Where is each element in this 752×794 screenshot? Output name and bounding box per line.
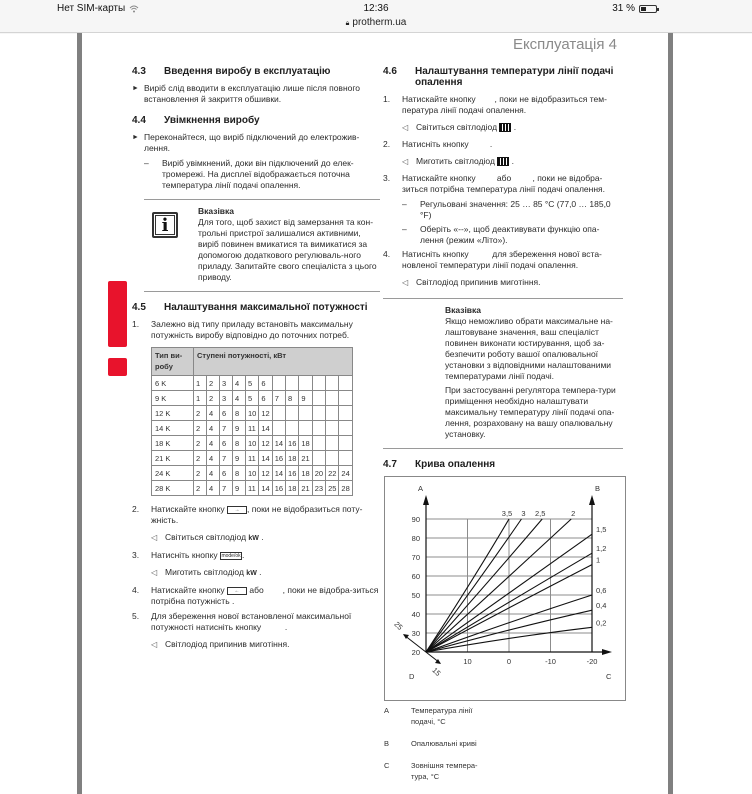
note-text-2: При застосуванні регулятора темпера-тури приміщення необхідно налаштувати максимальну температуру лінії подачі опа-лення, розраховану на вашу опалювальну установку. bbox=[445, 385, 616, 439]
exclamation-icon bbox=[108, 281, 127, 378]
cell-value bbox=[326, 406, 339, 421]
svg-text:70: 70 bbox=[411, 553, 420, 562]
cell-value bbox=[272, 406, 285, 421]
cell-value: 23 bbox=[312, 481, 325, 496]
cell-value: 7 bbox=[272, 391, 285, 406]
cell-value: 8 bbox=[233, 406, 246, 421]
cell-type: 21 K bbox=[152, 451, 194, 466]
step-4: 4. Натисніть кнопку для збереження нової вста-новленої температури лінії подачі опалення. bbox=[383, 249, 602, 270]
svg-text:10: 10 bbox=[463, 657, 472, 666]
cell-type: 28 K bbox=[152, 481, 194, 496]
cell-value: 1 bbox=[194, 391, 207, 406]
cell-type: 6 K bbox=[152, 376, 194, 391]
cell-value: 6 bbox=[259, 376, 272, 391]
cell-value: 14 bbox=[259, 451, 272, 466]
cell-value: 11 bbox=[246, 481, 259, 496]
section-4-3-bullet: ► Виріб слід вводити в експлуатацію лише після повного встановлення й закриття обшивки. bbox=[132, 83, 361, 104]
svg-text:0,4: 0,4 bbox=[596, 601, 607, 611]
cell-value bbox=[299, 421, 312, 436]
svg-text:20: 20 bbox=[411, 648, 420, 657]
step-4: 4. Натискайте кнопку ← або , поки не відобра-зиться потрібна потужність . bbox=[132, 585, 379, 606]
svg-text:B: B bbox=[595, 484, 601, 493]
result-triangle-icon: ◁ bbox=[151, 533, 158, 542]
cell-value bbox=[312, 406, 325, 421]
cell-value: 2 bbox=[207, 391, 220, 406]
cell-value: 2 bbox=[207, 376, 220, 391]
section-4-3-heading: 4.3 Введення виробу в експлуатацію bbox=[132, 66, 331, 77]
cell-value: 21 bbox=[299, 481, 312, 496]
svg-text:0,6: 0,6 bbox=[596, 586, 607, 595]
heating-curve-line bbox=[426, 519, 542, 652]
table-row bbox=[152, 391, 353, 406]
cell-value: 24 bbox=[339, 466, 352, 481]
cell-value: 1 bbox=[194, 376, 207, 391]
lock-icon: 🔒︎ bbox=[345, 20, 350, 27]
heating-curve-line bbox=[426, 519, 571, 652]
cell-type: 14 K bbox=[152, 421, 194, 436]
power-levels-table bbox=[151, 347, 353, 496]
svg-text:15: 15 bbox=[430, 665, 443, 678]
cell-value: 12 bbox=[259, 406, 272, 421]
cell-value bbox=[312, 451, 325, 466]
table-row bbox=[152, 436, 353, 451]
step-1-result: ◁ Світиться світлодіод . bbox=[402, 122, 517, 132]
cell-value: 18 bbox=[286, 451, 299, 466]
cell-value bbox=[312, 436, 325, 451]
mode-ok-button-icon: mode/ok bbox=[221, 552, 241, 559]
cell-value bbox=[339, 376, 352, 391]
svg-text:40: 40 bbox=[411, 610, 420, 619]
svg-text:90: 90 bbox=[411, 515, 420, 524]
cell-value: 2 bbox=[194, 466, 207, 481]
note-box bbox=[383, 298, 623, 449]
cell-value: 6 bbox=[220, 406, 233, 421]
clock: 12:36 bbox=[363, 3, 389, 14]
cell-value bbox=[326, 436, 339, 451]
svg-text:3,5: 3,5 bbox=[501, 509, 513, 518]
col-header-levels: Ступені потужності, кВт bbox=[194, 348, 353, 376]
cell-value: 25 bbox=[326, 481, 339, 496]
svg-text:80: 80 bbox=[411, 534, 420, 543]
cell-value bbox=[339, 391, 352, 406]
cell-value bbox=[272, 376, 285, 391]
step-2-result: ◁ Миготить світлодіод . bbox=[402, 156, 515, 166]
cell-value: 10 bbox=[246, 466, 259, 481]
cell-value: 6 bbox=[220, 466, 233, 481]
cell-value bbox=[286, 406, 299, 421]
cell-value: 20 bbox=[312, 466, 325, 481]
cell-type: 9 K bbox=[152, 391, 194, 406]
table-row bbox=[152, 421, 353, 436]
note-text-1: Якщо неможливо обрати максимальне на-лаштовуване значення, ваш спеціаліст повинен виконати юстирування, щоб за-безпечити роботу вашої опалювальної установки з відповідними налаштованими температурами лінії подачі. bbox=[445, 316, 613, 381]
cell-value: 10 bbox=[246, 436, 259, 451]
svg-text:1,5: 1,5 bbox=[596, 525, 607, 535]
cell-value: 12 bbox=[259, 436, 272, 451]
step-3: 3. Натисніть кнопку mode/ok. bbox=[132, 550, 245, 560]
legend-item: B Опалювальні криві bbox=[384, 739, 477, 748]
cell-value: 14 bbox=[272, 466, 285, 481]
cell-value: 7 bbox=[220, 421, 233, 436]
step-4-result: ◁ Світлодіод припинив миготіння. bbox=[402, 277, 541, 287]
cell-value: 4 bbox=[207, 481, 220, 496]
cell-type: 18 K bbox=[152, 436, 194, 451]
cell-value: 18 bbox=[286, 481, 299, 496]
battery-status bbox=[612, 3, 657, 14]
svg-text:2,5: 2,5 bbox=[534, 509, 546, 518]
cell-value: 4 bbox=[207, 421, 220, 436]
heating-curve-chart bbox=[384, 476, 626, 701]
svg-text:1,2: 1,2 bbox=[596, 544, 607, 554]
cell-value: 14 bbox=[259, 421, 272, 436]
right-column bbox=[383, 66, 623, 476]
cell-value: 10 bbox=[246, 406, 259, 421]
cell-value bbox=[339, 451, 352, 466]
cell-value: 28 bbox=[339, 481, 352, 496]
cell-value: 18 bbox=[299, 466, 312, 481]
kw-led-icon: kW bbox=[246, 570, 257, 577]
cell-value bbox=[339, 406, 352, 421]
section-4-4-bullet: ► Переконайтеся, що виріб підключений до електрожив-лення. bbox=[132, 132, 360, 153]
cell-value: 4 bbox=[233, 391, 246, 406]
cell-value: 8 bbox=[233, 436, 246, 451]
cell-value: 9 bbox=[233, 481, 246, 496]
table-row bbox=[152, 481, 353, 496]
arrow-button-icon: ← bbox=[227, 587, 247, 595]
cell-value bbox=[286, 376, 299, 391]
cell-value bbox=[312, 376, 325, 391]
step-3-result: ◁ Миготить світлодіод kW . bbox=[151, 567, 262, 577]
kw-led-icon: kW bbox=[248, 535, 259, 542]
heating-curve-line bbox=[426, 519, 521, 652]
cell-value bbox=[326, 376, 339, 391]
cell-value: 2 bbox=[194, 436, 207, 451]
svg-text:25: 25 bbox=[392, 619, 405, 632]
cell-value: 14 bbox=[272, 436, 285, 451]
cell-type: 12 K bbox=[152, 406, 194, 421]
battery-percent: 31 % bbox=[612, 3, 635, 14]
bullet-arrow-icon: ► bbox=[132, 85, 139, 92]
cell-value: 6 bbox=[259, 391, 272, 406]
note-title: Вказівка bbox=[445, 305, 482, 315]
left-column bbox=[132, 66, 380, 656]
cell-value: 4 bbox=[207, 451, 220, 466]
section-4-4-heading: 4.4 Увімкнення виробу bbox=[132, 115, 260, 126]
section-4-6-heading: 4.6 Налаштування температури лінії подачі опалення bbox=[383, 66, 614, 88]
cell-value bbox=[312, 421, 325, 436]
step-5: 5. Для збереження нової встановленої максимальної потужності натисніть кнопку . bbox=[132, 611, 352, 632]
svg-text:A: A bbox=[418, 484, 424, 493]
svg-text:0,2: 0,2 bbox=[596, 618, 607, 628]
svg-text:D: D bbox=[409, 672, 415, 681]
section-4-4-dash: – Виріб увімкнений, доки він підключений до елек-тромережі. На дисплеї відображається поточна температура лінії подачі опалення. bbox=[144, 158, 354, 190]
svg-text:30: 30 bbox=[411, 629, 420, 638]
document-page[interactable] bbox=[77, 33, 673, 794]
cell-type: 24 K bbox=[152, 466, 194, 481]
svg-text:0: 0 bbox=[506, 657, 512, 666]
svg-text:1: 1 bbox=[596, 555, 601, 565]
col-header-type: Тип ви-робу bbox=[152, 348, 194, 376]
cell-value: 9 bbox=[299, 391, 312, 406]
note-title: Вказівка bbox=[198, 206, 235, 216]
svg-text:C: C bbox=[606, 672, 612, 681]
result-triangle-icon: ◁ bbox=[402, 157, 409, 166]
result-triangle-icon: ◁ bbox=[151, 640, 158, 649]
carrier-label: Нет SIM-карты bbox=[57, 3, 126, 14]
cell-value: 3 bbox=[220, 391, 233, 406]
url-text: protherm.ua bbox=[352, 17, 407, 28]
cell-value: 7 bbox=[220, 451, 233, 466]
cell-value: 14 bbox=[259, 481, 272, 496]
step-2-result: ◁ Світиться світлодіод kW . bbox=[151, 532, 264, 542]
cell-value: 8 bbox=[286, 391, 299, 406]
cell-value: 2 bbox=[194, 481, 207, 496]
note-box bbox=[144, 199, 380, 292]
cell-value: 2 bbox=[194, 451, 207, 466]
legend-item: A Температура лінії подачі, °C bbox=[384, 706, 473, 726]
cell-value: 11 bbox=[246, 451, 259, 466]
cell-value bbox=[326, 391, 339, 406]
table-row bbox=[152, 451, 353, 466]
page-header: Експлуатація 4 bbox=[512, 36, 617, 53]
cell-value: 7 bbox=[220, 481, 233, 496]
cell-value: 5 bbox=[246, 391, 259, 406]
cell-value: 4 bbox=[207, 466, 220, 481]
cell-value: 4 bbox=[233, 376, 246, 391]
cell-value: 12 bbox=[259, 466, 272, 481]
cell-value bbox=[312, 391, 325, 406]
cell-value bbox=[272, 421, 285, 436]
arrow-button-icon: → bbox=[227, 506, 247, 514]
cell-value: 11 bbox=[246, 421, 259, 436]
cell-value: 9 bbox=[233, 451, 246, 466]
cell-value: 5 bbox=[246, 376, 259, 391]
result-triangle-icon: ◁ bbox=[151, 568, 158, 577]
step-2: 2. Натискайте кнопку → , поки не відобразиться поту-жність. bbox=[132, 504, 363, 525]
table-row bbox=[152, 466, 353, 481]
step-3-dash-1: – Регульовані значення: 25 … 85 °C (77,0 … 185,0 °F) bbox=[402, 199, 611, 220]
cell-value: 9 bbox=[233, 421, 246, 436]
step-3: 3. Натискайте кнопку або , поки не відобра-зиться потрібна температура лінії подачі опалення. bbox=[383, 173, 605, 194]
radiator-led-icon bbox=[497, 157, 509, 166]
cell-value: 22 bbox=[326, 466, 339, 481]
bullet-arrow-icon: ► bbox=[132, 134, 139, 141]
cell-value: 6 bbox=[220, 436, 233, 451]
step-3-dash-2: – Оберіть «--», щоб деактивувати функцію опа-лення (режим «Літо»). bbox=[402, 224, 600, 245]
step-1: 1. Залежно від типу приладу встановіть максимальну потужність виробу відповідно до поточних потреб. bbox=[132, 319, 353, 340]
cell-value: 18 bbox=[299, 436, 312, 451]
cell-value bbox=[299, 376, 312, 391]
cell-value: 2 bbox=[194, 406, 207, 421]
table-row bbox=[152, 406, 353, 421]
cell-value: 16 bbox=[286, 466, 299, 481]
cell-value bbox=[326, 421, 339, 436]
cell-value: 8 bbox=[233, 466, 246, 481]
svg-text:-10: -10 bbox=[545, 657, 556, 666]
step-2: 2. Натисніть кнопку . bbox=[383, 139, 493, 149]
note-text: Для того, щоб захист від замерзання та кон-трольні пристрої залишалися активними, виріб повинен вмикатися та вимикатися за допомогою додаткового регулюваль-ного приладу. Запитайте свого спеціаліста з цього приводу. bbox=[198, 217, 377, 282]
step-5-result: ◁ Світлодіод припинив миготіння. bbox=[151, 639, 290, 649]
radiator-led-icon bbox=[499, 123, 511, 132]
section-4-5-heading: 4.5 Налаштування максимальної потужності bbox=[132, 302, 368, 313]
cell-value bbox=[326, 451, 339, 466]
cell-value: 16 bbox=[272, 481, 285, 496]
svg-text:3: 3 bbox=[521, 509, 526, 518]
result-triangle-icon: ◁ bbox=[402, 123, 409, 132]
cell-value: 4 bbox=[207, 406, 220, 421]
table-row bbox=[152, 376, 353, 391]
cell-value bbox=[339, 436, 352, 451]
svg-text:-20: -20 bbox=[586, 657, 598, 666]
legend-item: C Зовнішня темпера-тура, °C bbox=[384, 761, 478, 781]
address-bar[interactable] bbox=[0, 17, 752, 28]
cell-value: 16 bbox=[286, 436, 299, 451]
cell-value bbox=[299, 406, 312, 421]
chart-legend bbox=[384, 705, 481, 793]
cell-value: 16 bbox=[272, 451, 285, 466]
svg-text:50: 50 bbox=[411, 591, 420, 600]
cell-value: 4 bbox=[207, 436, 220, 451]
section-4-7-heading: 4.7 Крива опалення bbox=[383, 459, 496, 470]
step-1: 1. Натискайте кнопку , поки не відобразиться тем-пература лінії подачі опалення. bbox=[383, 94, 607, 115]
heating-curve-plot bbox=[385, 477, 627, 702]
battery-icon bbox=[639, 5, 657, 13]
cell-value: 21 bbox=[299, 451, 312, 466]
svg-text:60: 60 bbox=[411, 572, 420, 581]
cell-value bbox=[339, 421, 352, 436]
cell-value: 3 bbox=[220, 376, 233, 391]
cell-value: 2 bbox=[194, 421, 207, 436]
svg-text:2: 2 bbox=[571, 509, 576, 518]
info-icon: i bbox=[152, 212, 178, 238]
status-bar bbox=[0, 0, 752, 34]
cell-value bbox=[286, 421, 299, 436]
result-triangle-icon: ◁ bbox=[402, 278, 409, 287]
